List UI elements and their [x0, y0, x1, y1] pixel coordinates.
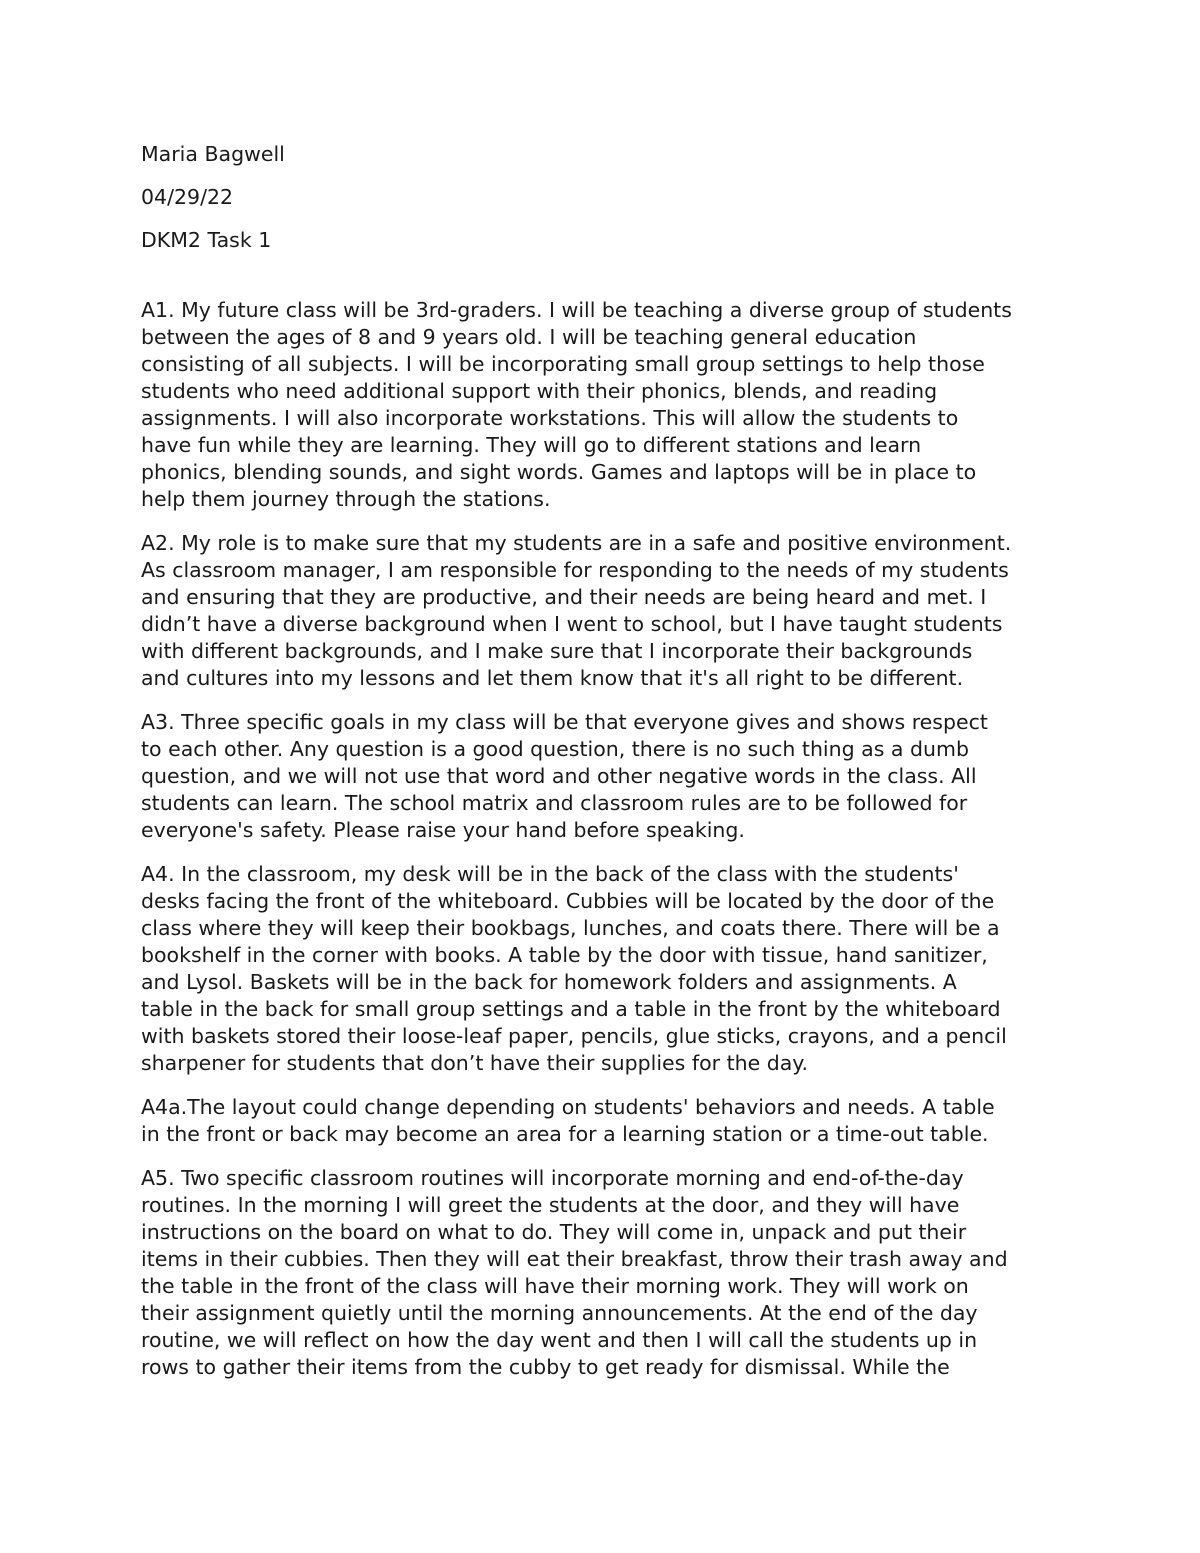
task-title: DKM2 Task 1: [141, 228, 272, 252]
text-line: A1. My future class will be 3rd-graders. I will be teaching a diverse group of students: [141, 298, 1012, 322]
text-line: routine, we will reflect on how the day went and then I will call the students up in: [141, 1328, 978, 1352]
paragraph: [141, 297, 1071, 513]
text-line: students who need additional support with their phonics, blends, and reading: [141, 379, 938, 403]
author-name: Maria Bagwell: [141, 142, 285, 166]
text-line: A5. Two specific classroom routines will incorporate morning and end-of-the-day: [141, 1166, 964, 1190]
text-line: help them journey through the stations.: [141, 487, 551, 511]
text-line: in the front or back may become an area for a learning station or a time-out table.: [141, 1122, 989, 1146]
text-line: between the ages of 8 and 9 years old. I will be teaching general education: [141, 325, 917, 349]
text-line: bookshelf in the corner with books. A table by the door with tissue, hand sanitizer,: [141, 943, 988, 967]
text-line: routines. In the morning I will greet the students at the door, and they will have: [141, 1193, 960, 1217]
paragraph: [141, 530, 1071, 692]
text-line: rows to gather their items from the cubby to get ready for dismissal. While the: [141, 1355, 950, 1379]
text-line: their assignment quietly until the morning announcements. At the end of the day: [141, 1301, 978, 1325]
paragraph-list: [141, 297, 1071, 1381]
text-line: the table in the front of the class will have their morning work. They will work on: [141, 1274, 969, 1298]
document-date: 04/29/22: [141, 185, 234, 209]
text-line: didn’t have a diverse background when I went to school, but I have taught students: [141, 612, 1003, 636]
text-line: A2. My role is to make sure that my students are in a safe and positive environment.: [141, 531, 1012, 555]
text-line: and cultures into my lessons and let them know that it's all right to be different.: [141, 666, 964, 690]
text-line: items in their cubbies. Then they will eat their breakfast, throw their trash away and: [141, 1247, 1008, 1271]
text-line: have fun while they are learning. They will go to different stations and learn: [141, 433, 922, 457]
text-line: everyone's safety. Please raise your hand before speaking.: [141, 818, 745, 842]
text-line: assignments. I will also incorporate workstations. This will allow the students to: [141, 406, 959, 430]
text-line: to each other. Any question is a good question, there is no such thing as a dumb: [141, 737, 969, 761]
text-line: question, and we will not use that word and other negative words in the class. All: [141, 764, 977, 788]
text-line: and ensuring that they are productive, and their needs are being heard and met. I: [141, 585, 987, 609]
text-line: students can learn. The school matrix and classroom rules are to be followed for: [141, 791, 968, 815]
text-line: table in the back for small group settings and a table in the front by the whiteboard: [141, 997, 1001, 1021]
text-line: consisting of all subjects. I will be incorporating small group settings to help those: [141, 352, 985, 376]
paragraph: [141, 861, 1071, 1077]
text-line: As classroom manager, I am responsible for responding to the needs of my students: [141, 558, 1009, 582]
text-line: desks facing the front of the whiteboard. Cubbies will be located by the door of the: [141, 889, 995, 913]
paragraph: [141, 1094, 1071, 1148]
text-line: A4a.The layout could change depending on students' behaviors and needs. A table: [141, 1095, 995, 1119]
paragraph: [141, 709, 1071, 844]
text-line: A4. In the classroom, my desk will be in the back of the class with the students': [141, 862, 959, 886]
text-line: class where they will keep their bookbags, lunches, and coats there. There will be a: [141, 916, 1000, 940]
document-body: [141, 141, 1071, 1398]
text-line: instructions on the board on what to do. They will come in, unpack and put their: [141, 1220, 967, 1244]
text-line: phonics, blending sounds, and sight words. Games and laptops will be in place to: [141, 460, 977, 484]
text-line: with baskets stored their loose-leaf paper, pencils, glue sticks, crayons, and a pencil: [141, 1024, 1007, 1048]
text-line: and Lysol. Baskets will be in the back for homework folders and assignments. A: [141, 970, 957, 994]
text-line: sharpener for students that don’t have their supplies for the day.: [141, 1051, 809, 1075]
text-line: with different backgrounds, and I make sure that I incorporate their backgrounds: [141, 639, 973, 663]
paragraph: [141, 1165, 1071, 1381]
text-line: A3. Three specific goals in my class will be that everyone gives and shows respect: [141, 710, 988, 734]
